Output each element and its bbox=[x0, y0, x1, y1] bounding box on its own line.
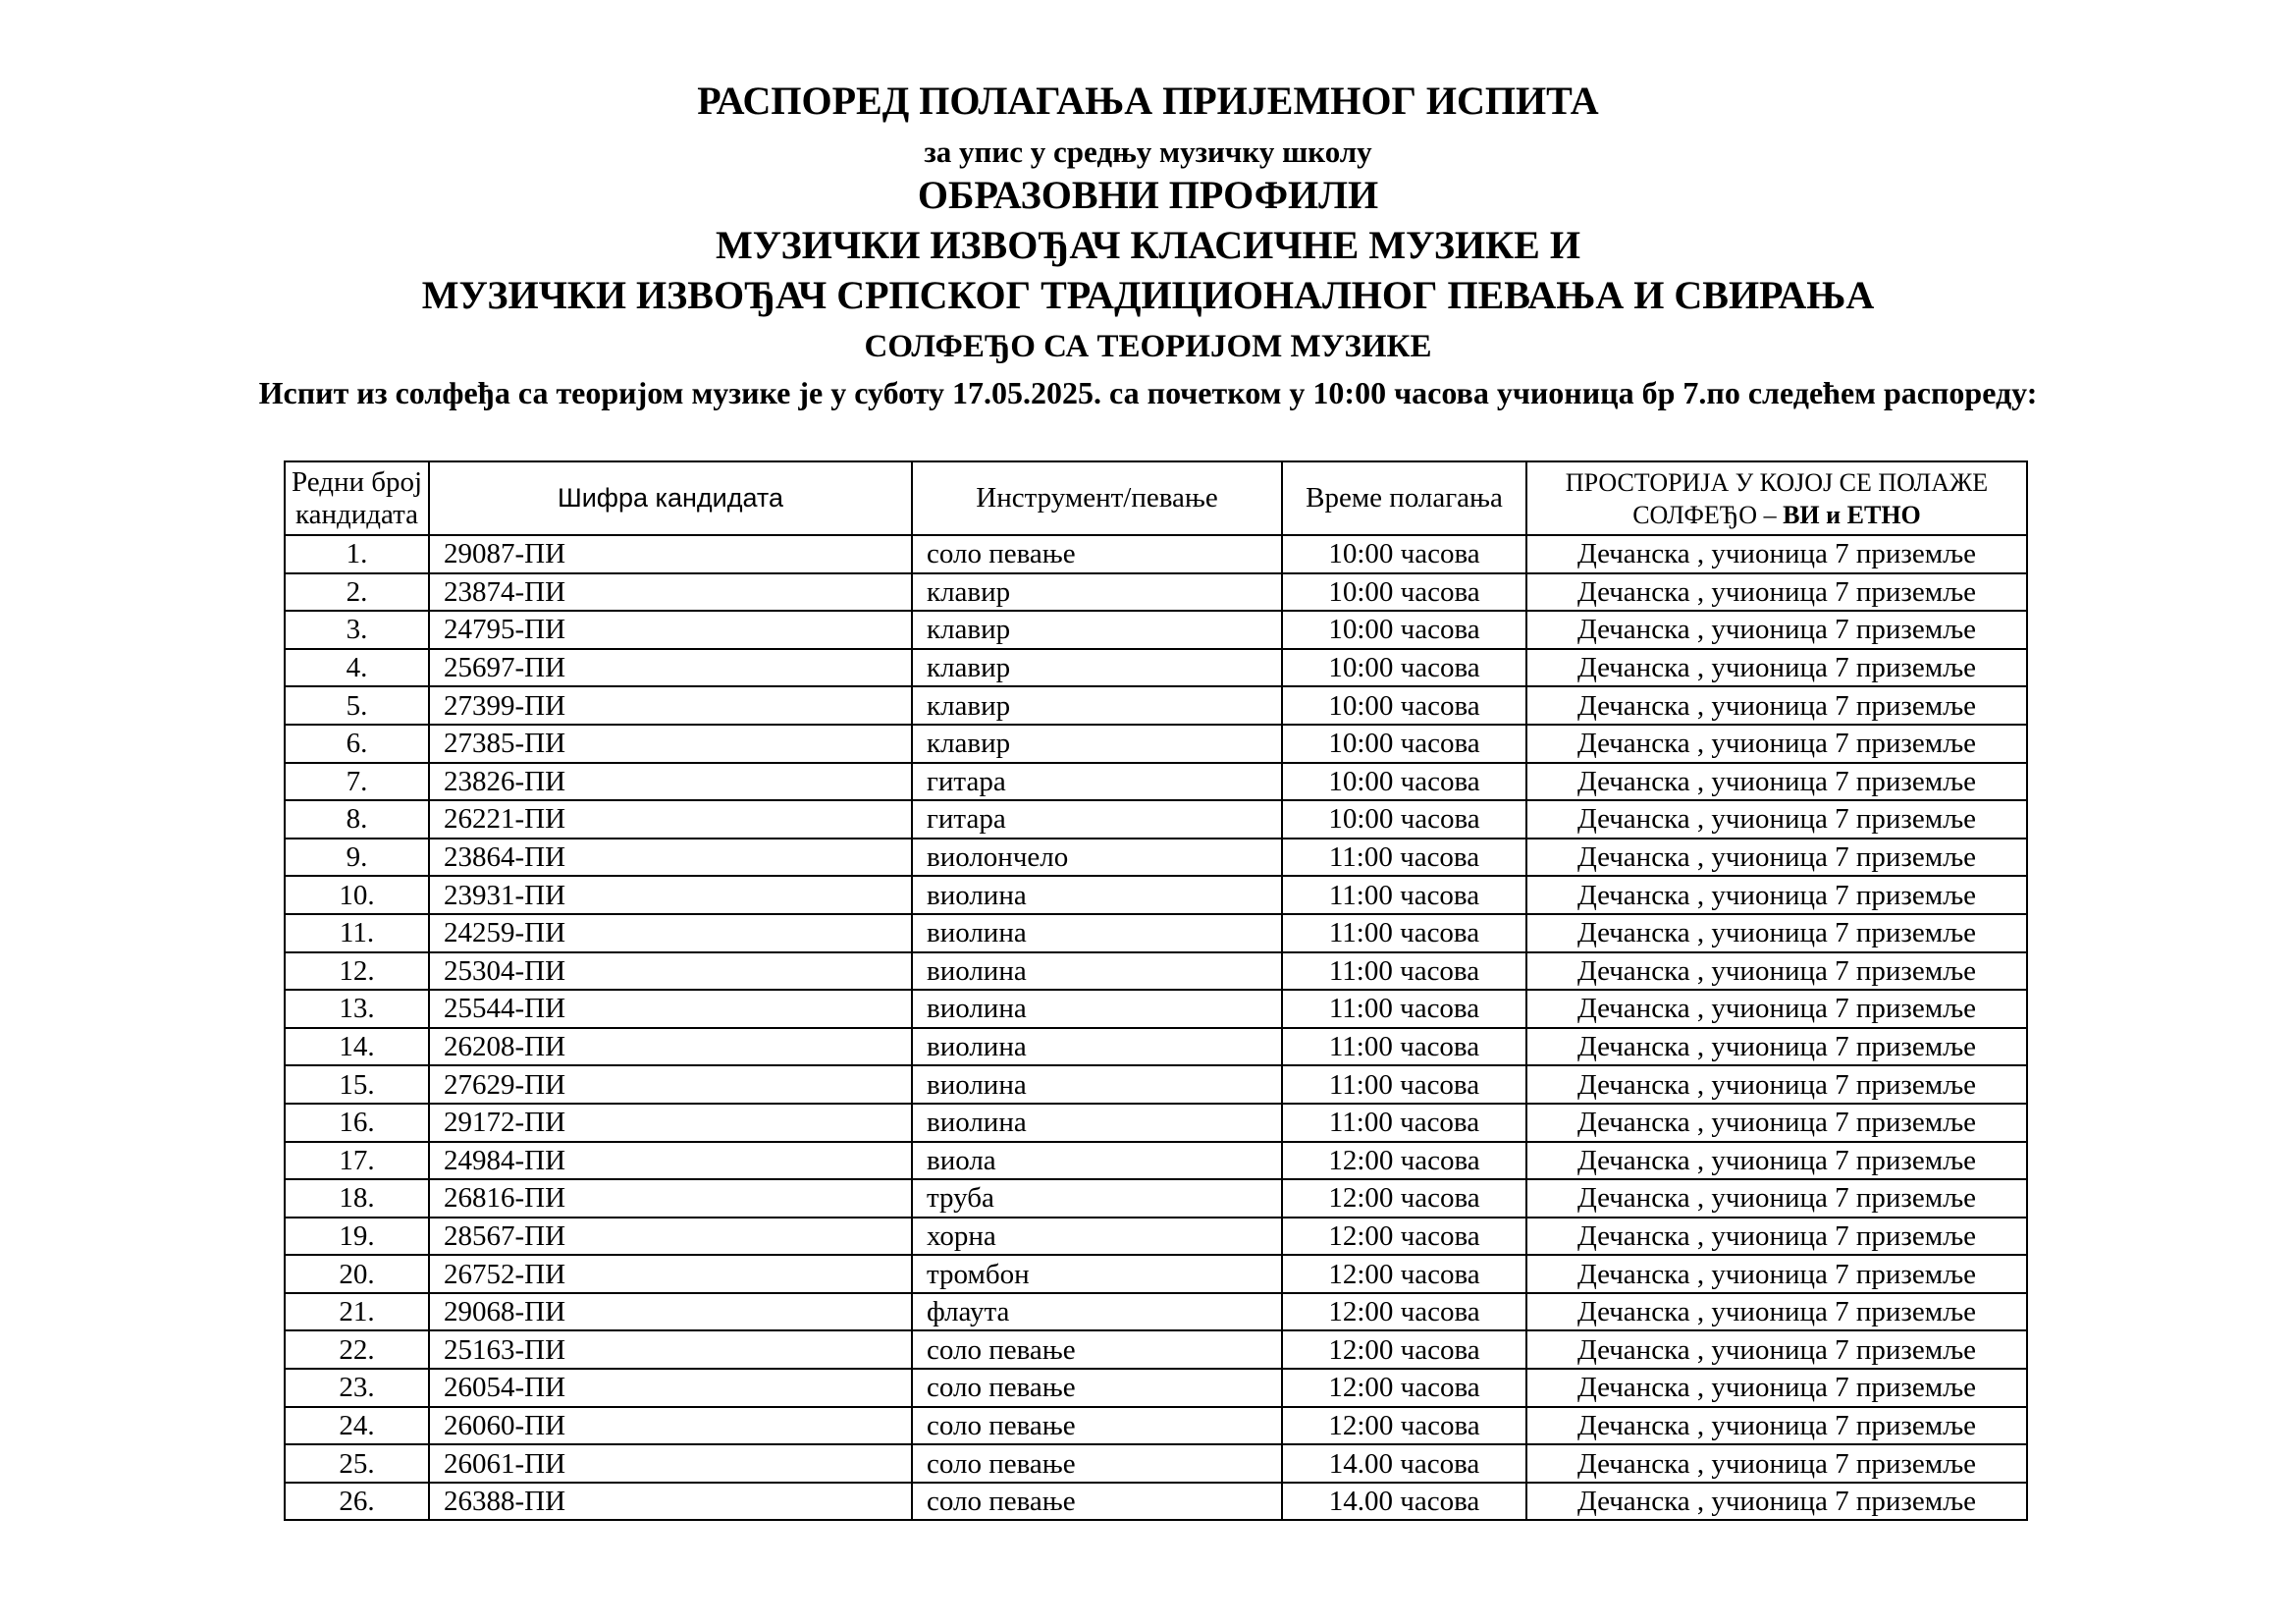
cell-room: Дечанска , учионица 7 приземље bbox=[1526, 800, 2027, 839]
cell-room: Дечанска , учионица 7 приземље bbox=[1526, 1179, 2027, 1218]
cell-instrument: соло певање bbox=[912, 535, 1282, 573]
cell-time: 12:00 часова bbox=[1282, 1218, 1526, 1256]
cell-number: 6. bbox=[285, 725, 429, 763]
cell-instrument: виола bbox=[912, 1142, 1282, 1180]
cell-room: Дечанска , учионица 7 приземље bbox=[1526, 952, 2027, 991]
cell-room: Дечанска , учионица 7 приземље bbox=[1526, 1369, 2027, 1407]
cell-code: 26208-ПИ bbox=[429, 1028, 912, 1066]
cell-code: 25163-ПИ bbox=[429, 1330, 912, 1369]
cell-room: Дечанска , учионица 7 приземље bbox=[1526, 1028, 2027, 1066]
cell-code: 25544-ПИ bbox=[429, 990, 912, 1028]
cell-room: Дечанска , учионица 7 приземље bbox=[1526, 1142, 2027, 1180]
column-header-number: Редни број кандидата bbox=[285, 461, 429, 535]
cell-code: 26061-ПИ bbox=[429, 1444, 912, 1483]
table-row bbox=[285, 763, 2027, 801]
table-row bbox=[285, 1179, 2027, 1218]
column-header-room-bold: ВИ и ЕТНО bbox=[1783, 500, 1921, 529]
cell-number: 9. bbox=[285, 839, 429, 877]
cell-number: 5. bbox=[285, 686, 429, 725]
cell-instrument: гитара bbox=[912, 800, 1282, 839]
table-row bbox=[285, 725, 2027, 763]
column-header-time: Време полагања bbox=[1282, 461, 1526, 535]
schedule-table bbox=[284, 460, 2028, 1521]
cell-number: 26. bbox=[285, 1483, 429, 1521]
cell-room: Дечанска , учионица 7 приземље bbox=[1526, 535, 2027, 573]
cell-code: 26388-ПИ bbox=[429, 1483, 912, 1521]
cell-room: Дечанска , учионица 7 приземље bbox=[1526, 876, 2027, 914]
cell-time: 14.00 часова bbox=[1282, 1483, 1526, 1521]
cell-time: 12:00 часова bbox=[1282, 1179, 1526, 1218]
cell-number: 12. bbox=[285, 952, 429, 991]
cell-room: Дечанска , учионица 7 приземље bbox=[1526, 1255, 2027, 1293]
table-row bbox=[285, 1142, 2027, 1180]
cell-instrument: тромбон bbox=[912, 1255, 1282, 1293]
cell-code: 26221-ПИ bbox=[429, 800, 912, 839]
cell-instrument: виолина bbox=[912, 914, 1282, 952]
cell-time: 11:00 часова bbox=[1282, 1065, 1526, 1104]
table-row bbox=[285, 952, 2027, 991]
cell-number: 11. bbox=[285, 914, 429, 952]
cell-room: Дечанска , учионица 7 приземље bbox=[1526, 914, 2027, 952]
cell-code: 29087-ПИ bbox=[429, 535, 912, 573]
cell-code: 24259-ПИ bbox=[429, 914, 912, 952]
subtitle-classical: МУЗИЧКИ ИЗВОЂАЧ КЛАСИЧНЕ МУЗИКЕ И bbox=[716, 223, 1580, 267]
table-row bbox=[285, 990, 2027, 1028]
table-row bbox=[285, 1255, 2027, 1293]
cell-instrument: хорна bbox=[912, 1218, 1282, 1256]
cell-instrument: клавир bbox=[912, 686, 1282, 725]
table-row bbox=[285, 1444, 2027, 1483]
cell-code: 29068-ПИ bbox=[429, 1293, 912, 1331]
cell-code: 27399-ПИ bbox=[429, 686, 912, 725]
cell-time: 10:00 часова bbox=[1282, 535, 1526, 573]
cell-time: 10:00 часова bbox=[1282, 725, 1526, 763]
cell-instrument: виолина bbox=[912, 876, 1282, 914]
table-row bbox=[285, 800, 2027, 839]
cell-room: Дечанска , учионица 7 приземље bbox=[1526, 573, 2027, 612]
table-row bbox=[285, 1483, 2027, 1521]
table-row bbox=[285, 649, 2027, 687]
cell-number: 1. bbox=[285, 535, 429, 573]
cell-number: 21. bbox=[285, 1293, 429, 1331]
table-row bbox=[285, 1330, 2027, 1369]
cell-room: Дечанска , учионица 7 приземље bbox=[1526, 839, 2027, 877]
cell-time: 12:00 часова bbox=[1282, 1142, 1526, 1180]
cell-instrument: гитара bbox=[912, 763, 1282, 801]
cell-instrument: клавир bbox=[912, 725, 1282, 763]
table-row bbox=[285, 573, 2027, 612]
cell-time: 10:00 часова bbox=[1282, 573, 1526, 612]
cell-code: 25697-ПИ bbox=[429, 649, 912, 687]
cell-instrument: труба bbox=[912, 1179, 1282, 1218]
cell-time: 10:00 часова bbox=[1282, 611, 1526, 649]
cell-instrument: флаута bbox=[912, 1293, 1282, 1331]
cell-number: 25. bbox=[285, 1444, 429, 1483]
cell-room: Дечанска , учионица 7 приземље bbox=[1526, 611, 2027, 649]
cell-number: 7. bbox=[285, 763, 429, 801]
cell-instrument: виолина bbox=[912, 1065, 1282, 1104]
cell-room: Дечанска , учионица 7 приземље bbox=[1526, 1065, 2027, 1104]
cell-time: 12:00 часова bbox=[1282, 1407, 1526, 1445]
cell-instrument: клавир bbox=[912, 611, 1282, 649]
cell-time: 11:00 часова bbox=[1282, 1104, 1526, 1142]
cell-time: 10:00 часова bbox=[1282, 686, 1526, 725]
header-row bbox=[285, 461, 2027, 535]
cell-instrument: соло певање bbox=[912, 1407, 1282, 1445]
cell-code: 27629-ПИ bbox=[429, 1065, 912, 1104]
cell-room: Дечанска , учионица 7 приземље bbox=[1526, 763, 2027, 801]
cell-room: Дечанска , учионица 7 приземље bbox=[1526, 1330, 2027, 1369]
cell-code: 24984-ПИ bbox=[429, 1142, 912, 1180]
table-row bbox=[285, 1407, 2027, 1445]
cell-time: 11:00 часова bbox=[1282, 952, 1526, 991]
table-row bbox=[285, 535, 2027, 573]
cell-code: 26060-ПИ bbox=[429, 1407, 912, 1445]
cell-instrument: соло певање bbox=[912, 1483, 1282, 1521]
exam-note: Испит из солфеђа са теоријом музике је у суботу 17.05.2025. са почетком у 10:00 часова учионица бр 7.по следећем распореду: bbox=[258, 375, 2038, 410]
cell-instrument: соло певање bbox=[912, 1369, 1282, 1407]
cell-number: 15. bbox=[285, 1065, 429, 1104]
cell-room: Дечанска , учионица 7 приземље bbox=[1526, 1483, 2027, 1521]
cell-room: Дечанска , учионица 7 приземље bbox=[1526, 1218, 2027, 1256]
table-row bbox=[285, 1065, 2027, 1104]
cell-instrument: виолина bbox=[912, 952, 1282, 991]
cell-instrument: виолина bbox=[912, 1028, 1282, 1066]
cell-code: 23931-ПИ bbox=[429, 876, 912, 914]
cell-code: 23826-ПИ bbox=[429, 763, 912, 801]
cell-time: 11:00 часова bbox=[1282, 990, 1526, 1028]
cell-room: Дечанска , учионица 7 приземље bbox=[1526, 686, 2027, 725]
table-row bbox=[285, 914, 2027, 952]
table-row bbox=[285, 1028, 2027, 1066]
cell-room: Дечанска , учионица 7 приземље bbox=[1526, 1104, 2027, 1142]
cell-code: 28567-ПИ bbox=[429, 1218, 912, 1256]
subtitle-traditional: МУЗИЧКИ ИЗВОЂАЧ СРПСКОГ ТРАДИЦИОНАЛНОГ ПЕВАЊА И СВИРАЊА bbox=[421, 273, 1875, 317]
cell-code: 25304-ПИ bbox=[429, 952, 912, 991]
table-row bbox=[285, 1218, 2027, 1256]
cell-number: 2. bbox=[285, 573, 429, 612]
cell-number: 19. bbox=[285, 1218, 429, 1256]
table-row bbox=[285, 686, 2027, 725]
cell-time: 11:00 часова bbox=[1282, 876, 1526, 914]
column-header-code: Шифра кандидата bbox=[429, 461, 912, 535]
cell-number: 16. bbox=[285, 1104, 429, 1142]
cell-instrument: виолина bbox=[912, 990, 1282, 1028]
cell-time: 10:00 часова bbox=[1282, 649, 1526, 687]
column-header-room-text: ПРОСТОРИЈА У КОЈОЈ СЕ ПОЛАЖЕ СОЛФЕЂО – bbox=[1565, 467, 1989, 529]
cell-code: 24795-ПИ bbox=[429, 611, 912, 649]
cell-number: 4. bbox=[285, 649, 429, 687]
cell-time: 10:00 часова bbox=[1282, 763, 1526, 801]
cell-code: 23874-ПИ bbox=[429, 573, 912, 612]
table-header bbox=[285, 461, 2027, 535]
cell-time: 14.00 часова bbox=[1282, 1444, 1526, 1483]
cell-room: Дечанска , учионица 7 приземље bbox=[1526, 1444, 2027, 1483]
cell-room: Дечанска , учионица 7 приземље bbox=[1526, 990, 2027, 1028]
cell-instrument: клавир bbox=[912, 649, 1282, 687]
subtitle-school: за упис у средњу музичку школу bbox=[924, 135, 1372, 169]
cell-number: 22. bbox=[285, 1330, 429, 1369]
cell-room: Дечанска , учионица 7 приземље bbox=[1526, 1293, 2027, 1331]
cell-time: 11:00 часова bbox=[1282, 1028, 1526, 1066]
cell-time: 12:00 часова bbox=[1282, 1293, 1526, 1331]
cell-instrument: соло певање bbox=[912, 1444, 1282, 1483]
cell-number: 14. bbox=[285, 1028, 429, 1066]
cell-time: 12:00 часова bbox=[1282, 1369, 1526, 1407]
cell-number: 10. bbox=[285, 876, 429, 914]
cell-instrument: клавир bbox=[912, 573, 1282, 612]
cell-code: 29172-ПИ bbox=[429, 1104, 912, 1142]
cell-instrument: виолина bbox=[912, 1104, 1282, 1142]
cell-code: 26816-ПИ bbox=[429, 1179, 912, 1218]
cell-code: 27385-ПИ bbox=[429, 725, 912, 763]
cell-code: 23864-ПИ bbox=[429, 839, 912, 877]
cell-time: 12:00 часова bbox=[1282, 1255, 1526, 1293]
cell-number: 20. bbox=[285, 1255, 429, 1293]
cell-code: 26752-ПИ bbox=[429, 1255, 912, 1293]
subtitle-subject: СОЛФЕЂО СА ТЕОРИЈОМ МУЗИКЕ bbox=[864, 329, 1432, 364]
column-header-instrument: Инструмент/певање bbox=[912, 461, 1282, 535]
cell-time: 12:00 часова bbox=[1282, 1330, 1526, 1369]
cell-instrument: соло певање bbox=[912, 1330, 1282, 1369]
cell-number: 23. bbox=[285, 1369, 429, 1407]
cell-number: 13. bbox=[285, 990, 429, 1028]
table-row bbox=[285, 876, 2027, 914]
cell-number: 3. bbox=[285, 611, 429, 649]
cell-number: 24. bbox=[285, 1407, 429, 1445]
table-body bbox=[285, 535, 2027, 1520]
document-title: РАСПОРЕД ПОЛАГАЊА ПРИЈЕМНОГ ИСПИТА bbox=[697, 79, 1599, 123]
cell-number: 17. bbox=[285, 1142, 429, 1180]
cell-time: 11:00 часова bbox=[1282, 914, 1526, 952]
table-row bbox=[285, 1369, 2027, 1407]
table-row bbox=[285, 1293, 2027, 1331]
cell-number: 18. bbox=[285, 1179, 429, 1218]
table-row bbox=[285, 1104, 2027, 1142]
cell-time: 10:00 часова bbox=[1282, 800, 1526, 839]
cell-room: Дечанска , учионица 7 приземље bbox=[1526, 649, 2027, 687]
table-row bbox=[285, 839, 2027, 877]
table-row bbox=[285, 611, 2027, 649]
cell-room: Дечанска , учионица 7 приземље bbox=[1526, 725, 2027, 763]
subtitle-profiles: ОБРАЗОВНИ ПРОФИЛИ bbox=[917, 173, 1379, 217]
cell-room: Дечанска , учионица 7 приземље bbox=[1526, 1407, 2027, 1445]
column-header-room bbox=[1526, 461, 2027, 535]
cell-instrument: виолончело bbox=[912, 839, 1282, 877]
cell-time: 11:00 часова bbox=[1282, 839, 1526, 877]
cell-number: 8. bbox=[285, 800, 429, 839]
cell-code: 26054-ПИ bbox=[429, 1369, 912, 1407]
